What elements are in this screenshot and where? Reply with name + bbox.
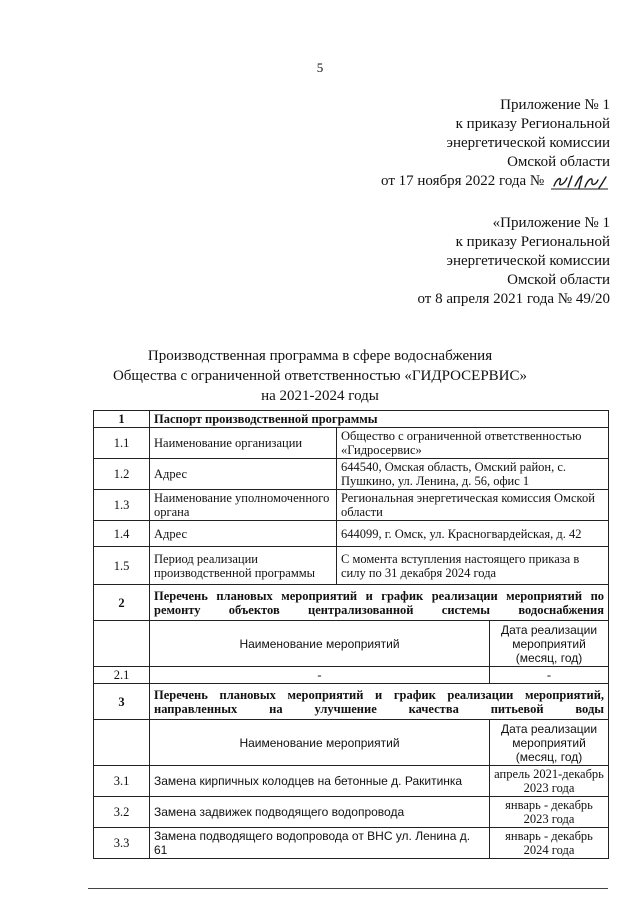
empty-cell <box>94 621 150 667</box>
appendix-header-previous <box>417 214 610 309</box>
measure-date: - <box>490 667 609 684</box>
passport-value: Региональная энергетическая комиссия Омской области <box>337 490 609 521</box>
appendix-date-text: от 17 ноября 2022 года № <box>381 173 545 189</box>
row-number: 3.3 <box>94 828 150 859</box>
passport-label: Наименование уполномоченного органа <box>150 490 337 521</box>
measure-name: Замена кирпичных колодцев на бетонные д. Ракитинка <box>150 766 490 797</box>
section-3-column-header-row <box>94 720 609 766</box>
document-title <box>95 346 545 406</box>
appendix-prev-date-line: от 8 апреля 2021 года № 49/20 <box>417 291 610 307</box>
column-header-implementation-date: Дата реализации мероприятий (месяц, год) <box>490 720 609 766</box>
passport-value: 644099, г. Омск, ул. Красногвардейская, д. 42 <box>337 521 609 547</box>
table-row <box>94 459 609 490</box>
section-2-title: Перечень плановых мероприятий и график реализации мероприятий по ремонту объектов централизованной системы водоснабжения <box>150 585 609 621</box>
table-row <box>94 828 609 859</box>
row-number: 1.5 <box>94 547 150 585</box>
section-3-header-row <box>94 684 609 720</box>
passport-value: С момента вступления настоящего приказа в силу по 31 декабря 2024 года <box>337 547 609 585</box>
passport-label: Период реализации производственной программы <box>150 547 337 585</box>
section-2-header-row <box>94 585 609 621</box>
table-row <box>94 521 609 547</box>
appendix-region-line: Омской области <box>507 154 610 170</box>
page-bottom-divider <box>88 888 608 889</box>
appendix-prev-region-line: Омской области <box>507 272 610 288</box>
column-header-measure-name: Наименование мероприятий <box>150 621 490 667</box>
table-row <box>94 797 609 828</box>
table-row <box>94 428 609 459</box>
title-line-2: Общества с ограниченной ответственностью «ГИДРОСЕРВИС» <box>112 368 528 384</box>
page-number: 5 <box>316 60 324 75</box>
column-header-implementation-date: Дата реализации мероприятий (месяц, год) <box>490 621 609 667</box>
section-1-title: Паспорт производственной программы <box>150 411 609 428</box>
passport-value: 644540, Омская область, Омский район, с. Пушкино, ул. Ленина, д. 56, офис 1 <box>337 459 609 490</box>
passport-value: Общество с ограниченной ответственностью «Гидросервис» <box>337 428 609 459</box>
appendix-header-current <box>381 96 610 191</box>
row-number: 1.3 <box>94 490 150 521</box>
section-2-number: 2 <box>94 585 150 621</box>
empty-cell <box>94 720 150 766</box>
appendix-date-line <box>381 172 610 191</box>
appendix-order-line: к приказу Региональной <box>455 116 610 132</box>
table-row <box>94 490 609 521</box>
row-number: 2.1 <box>94 667 150 684</box>
row-number: 1.1 <box>94 428 150 459</box>
appendix-prev-order-line: к приказу Региональной <box>455 234 610 250</box>
measure-name: Замена задвижек подводящего водопровода <box>150 797 490 828</box>
section-3-number: 3 <box>94 684 150 720</box>
table-row <box>94 766 609 797</box>
production-program-table <box>93 410 609 859</box>
row-number: 3.1 <box>94 766 150 797</box>
measure-date: январь - декабрь 2023 года <box>490 797 609 828</box>
measure-name: Замена подводящего водопровода от ВНС ул. Ленина д. 61 <box>150 828 490 859</box>
row-number: 3.2 <box>94 797 150 828</box>
title-line-1: Производственная программа в сфере водоснабжения <box>147 348 493 364</box>
passport-label: Адрес <box>150 521 337 547</box>
section-2-column-header-row <box>94 621 609 667</box>
row-number: 1.2 <box>94 459 150 490</box>
row-number: 1.4 <box>94 521 150 547</box>
title-line-3: на 2021-2024 годы <box>261 388 379 404</box>
handwritten-order-number <box>548 172 610 191</box>
passport-label: Адрес <box>150 459 337 490</box>
measure-name: - <box>150 667 490 684</box>
appendix-title: Приложение № 1 <box>500 97 610 113</box>
table-row <box>94 667 609 684</box>
appendix-commission-line: энергетической комиссии <box>446 135 610 151</box>
appendix-prev-commission-line: энергетической комиссии <box>446 253 610 269</box>
section-1-header-row <box>94 411 609 428</box>
measure-date: апрель 2021-декабрь 2023 года <box>490 766 609 797</box>
section-1-number: 1 <box>94 411 150 428</box>
measure-date: январь - декабрь 2024 года <box>490 828 609 859</box>
passport-label: Наименование организации <box>150 428 337 459</box>
column-header-measure-name: Наименование мероприятий <box>150 720 490 766</box>
table-row <box>94 547 609 585</box>
section-3-title: Перечень плановых мероприятий и график реализации мероприятий, направленных на улучшение качества питьевой воды <box>150 684 609 720</box>
appendix-prev-title: «Приложение № 1 <box>492 215 610 231</box>
